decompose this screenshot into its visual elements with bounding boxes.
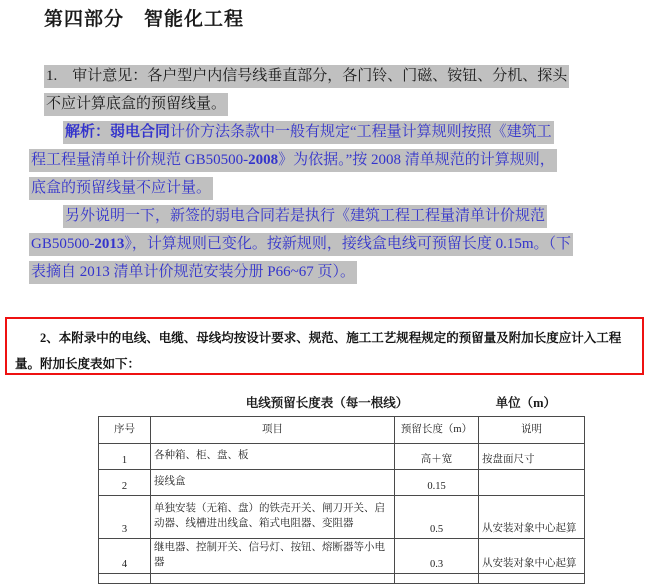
- page-title: 第四部分 智能化工程: [44, 9, 245, 30]
- notice-text: 2、本附录中的电线、电缆、母线均按设计要求、规范、施工工艺规程规定的预留量及附加长度应计入工程量。附加长度表如下：: [15, 331, 622, 371]
- cell-no: 1: [99, 444, 151, 470]
- cell-empty: [151, 574, 395, 584]
- cell-item: 继电器、控制开关、信号灯、按钮、熔断器等小电器: [151, 539, 395, 574]
- table-row: [99, 539, 585, 574]
- text-run: 解析：弱电合同: [65, 124, 171, 140]
- notice-box: [5, 317, 644, 375]
- cell-note: [479, 470, 585, 496]
- highlight-band: [63, 121, 554, 144]
- highlight-band: [29, 177, 213, 200]
- table-row: [99, 444, 585, 470]
- cell-no: 2: [99, 470, 151, 496]
- text-run: 》为依据。”按 2008 清单规范的计算规则，: [278, 152, 555, 168]
- table-unit-label: 单位（m）: [495, 396, 556, 410]
- column-header: 预留长度（m）: [395, 417, 479, 444]
- paragraph-line: [29, 146, 641, 174]
- cell-item: 接线盒: [151, 470, 395, 496]
- highlight-band: [44, 65, 569, 88]
- cell-no: 4: [99, 539, 151, 574]
- cell-note: 从安装对象中心起算: [479, 539, 585, 574]
- cell-empty: [395, 574, 479, 584]
- highlight-band: [63, 205, 547, 228]
- text-run: 1. 审计意见：各户型户内信号线垂直部分，各门铃、门磁、铵钮、分机、探头: [46, 68, 568, 84]
- text-run: 计价方法条款中一般有规定“工程量计算规则按照《建筑工: [170, 124, 552, 140]
- text-run: GB50500-: [31, 236, 95, 252]
- text-run: 表摘自 2013 清单计价规范安装分册 P66~67 页）。: [31, 264, 355, 280]
- highlight-band: [29, 149, 557, 172]
- cell-empty: [479, 574, 585, 584]
- paragraph-line: [29, 174, 641, 202]
- highlight-band: [29, 261, 357, 284]
- table-row: [99, 470, 585, 496]
- header-row: [99, 417, 585, 444]
- text-run: 另外说明一下，新签的弱电合同若是执行《建筑工程工程量清单计价规范: [65, 208, 546, 224]
- paragraph-line: [29, 118, 641, 146]
- table-title: 电线预留长度表（每一根线）: [245, 396, 409, 410]
- table-body: [99, 444, 585, 584]
- text-run: 2013: [94, 236, 125, 252]
- cell-note: 从安装对象中心起算: [479, 496, 585, 539]
- cell-item: 各种箱、柜、盘、板: [151, 444, 395, 470]
- cell-item: 单独安装（无箱、盘）的铁壳开关、闸刀开关、启动器、线槽进出线盒、箱式电阻器、变阻器: [151, 496, 395, 539]
- table-row-partial: [99, 574, 585, 584]
- column-header: 说明: [479, 417, 585, 444]
- table-row: [99, 496, 585, 539]
- table-head: [99, 417, 585, 444]
- wire-reserve-length-table: [98, 416, 585, 584]
- text-run: 2008: [248, 152, 279, 168]
- column-header: 序号: [99, 417, 151, 444]
- cell-note: 按盘面尺寸: [479, 444, 585, 470]
- highlighted-paragraphs: [29, 62, 641, 286]
- cell-len: 0.15: [395, 470, 479, 496]
- paragraph-line: [29, 258, 641, 286]
- highlight-band: [44, 93, 228, 116]
- column-header: 项目: [151, 417, 395, 444]
- paragraph-line: [29, 62, 641, 90]
- paragraph-line: [29, 202, 641, 230]
- paragraph-line: [29, 90, 641, 118]
- text-run: 不应计算底盒的预留线量。: [46, 96, 227, 112]
- cell-len: 0.3: [395, 539, 479, 574]
- table-caption: [98, 393, 556, 411]
- text-run: 底盒的预留线量不应计量。: [31, 180, 212, 196]
- text-run: 程工程量清单计价规范 GB50500-: [31, 152, 249, 168]
- cell-no: 3: [99, 496, 151, 539]
- highlight-band: [29, 233, 573, 256]
- cell-len: 0.5: [395, 496, 479, 539]
- cell-len: 高＋宽: [395, 444, 479, 470]
- cell-empty: [99, 574, 151, 584]
- text-run: 》，计算规则已变化。按新规则，接线盒电线可预留长度 0.15m。（下: [124, 236, 572, 252]
- paragraph-line: [29, 230, 641, 258]
